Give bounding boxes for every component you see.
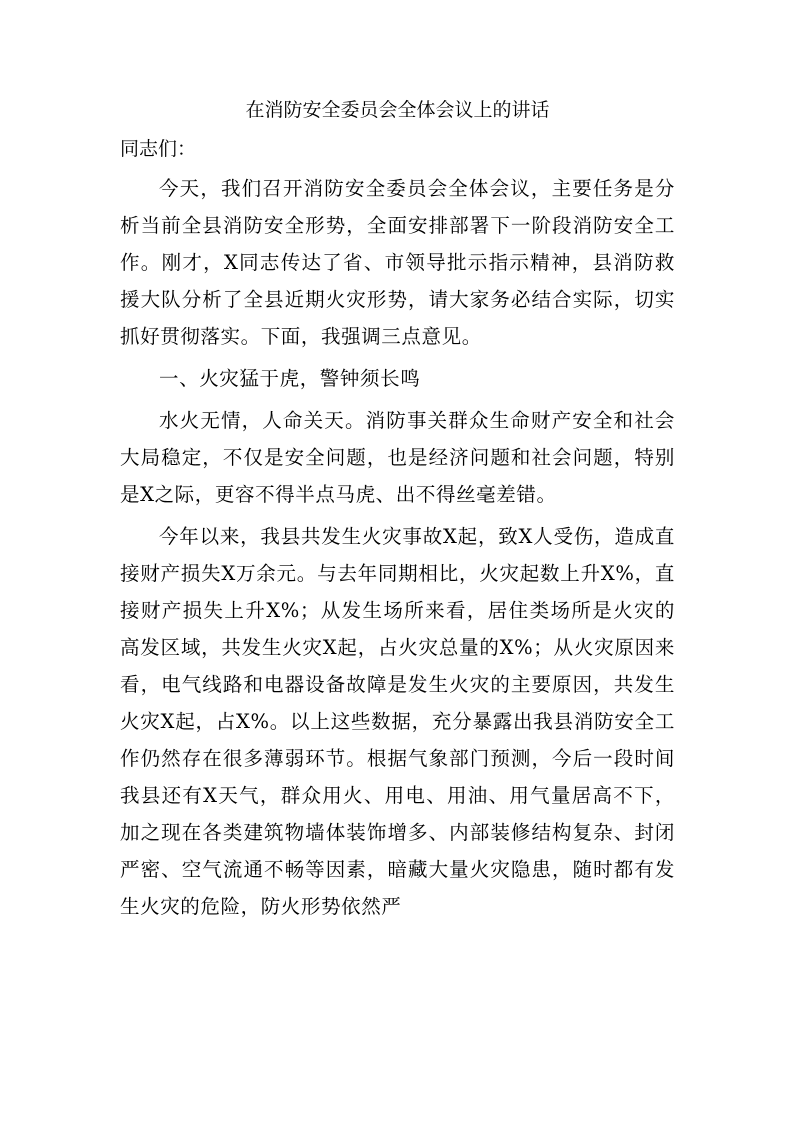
salutation: 同志们：: [120, 138, 197, 160]
document-body: [120, 95, 675, 925]
section-paragraph: 水火无情，人命关天。消防事关群众生命财产安全和社会大局稳定，不仅是安全问题，也是经济问题和社会问题，特别是X之际，更容不得半点马虎、出不得丝毫差错。: [120, 409, 675, 506]
intro-paragraph: 今天，我们召开消防安全委员会全体会议，主要任务是分析当前全县消防安全形势，全面安排部署下一阶段消防安全工作。刚才，X同志传达了省、市领导批示指示精神，县消防救援大队分析了全县近期火灾形势，请大家务必结合实际，切实抓好贯彻落实。下面，我强调三点意见。: [120, 177, 675, 348]
section-paragraph: 今年以来，我县共发生火灾事故X起，致X人受伤，造成直接财产损失X万余元。与去年同期相比，火灾起数上升X%，直接财产损失上升X%；从发生场所来看，居住类场所是火灾的高发区域，共发生火灾X起，占火灾总量的X%；从火灾原因来看，电气线路和电器设备故障是发生火灾的主要原因，共发生火灾X起，占X%。以上这些数据，充分暴露出我县消防安全工作仍然存在很多薄弱环节。根据气象部门预测，今后一段时间我县还有X天气，群众用火、用电、用油、用气量居高不下，加之现在各类建筑物墙体装饰增多、内部装修结构复杂、封闭严密、空气流通不畅等因素，暗藏大量火灾隐患，随时都有发生火灾的危险，防火形势依然严: [120, 525, 675, 918]
section-heading: 一、火灾猛于虎，警钟须长鸣: [159, 367, 421, 390]
document-title: 在消防安全委员会全体会议上的讲话: [245, 99, 550, 121]
